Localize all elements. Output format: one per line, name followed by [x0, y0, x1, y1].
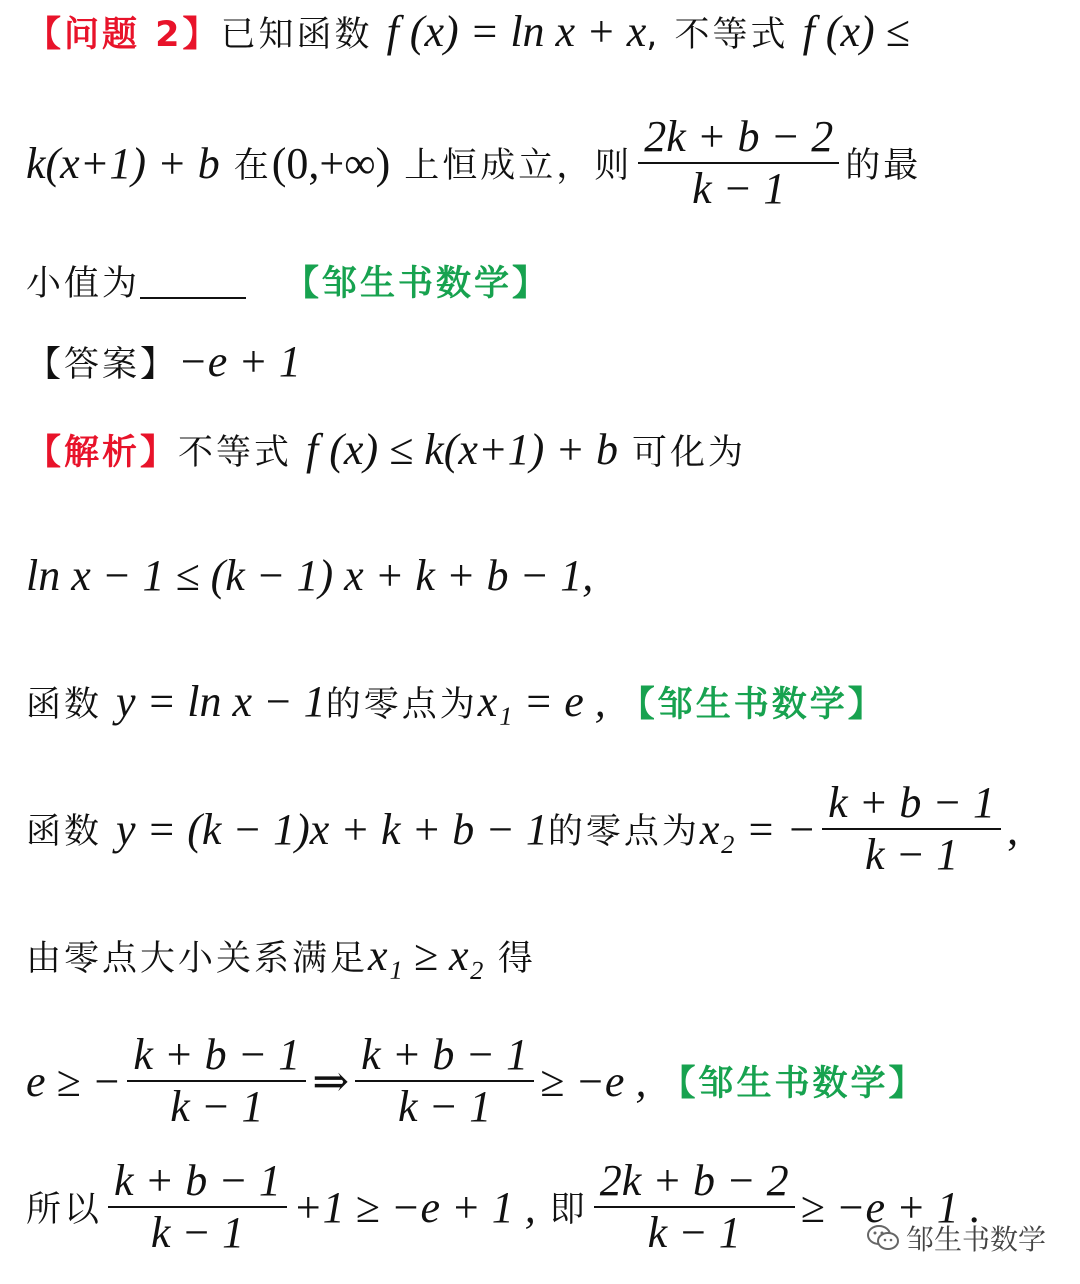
analysis-text: 即 — [549, 1190, 588, 1230]
analysis-text: 可化为 — [631, 432, 746, 473]
analysis-line-3 — [26, 676, 886, 727]
function-definition: f (x) = ln x + x — [386, 7, 647, 56]
zero-x1: x₁ = e , — [477, 677, 606, 726]
zero-x2-fraction — [822, 778, 1001, 880]
analysis-line-4 — [26, 778, 1018, 880]
problem-line-3 — [26, 256, 550, 306]
fraction-numerator: k + b − 1 — [361, 1030, 529, 1079]
conclusion-middle: +1 ≥ −e + 1 , — [292, 1182, 536, 1232]
fraction-denominator: k − 1 — [398, 1082, 492, 1131]
analysis-text: 由零点大小关系满足 — [26, 938, 369, 979]
analysis-text: 所以 — [26, 1190, 103, 1230]
analysis-text: 不等式 — [178, 432, 293, 473]
fraction-denominator: k − 1 — [692, 164, 786, 213]
fraction-denominator: k − 1 — [864, 830, 959, 879]
fraction-numerator: k + b − 1 — [828, 778, 996, 827]
analysis-line-5 — [26, 930, 536, 981]
problem-text: 上恒成立，则 — [404, 146, 633, 186]
fraction-denominator: k − 1 — [647, 1208, 741, 1257]
problem-line-2 — [26, 112, 921, 214]
target-fraction — [638, 112, 839, 214]
problem-text: 已知函数 — [220, 14, 373, 55]
fraction-numerator: 2k + b − 2 — [644, 112, 834, 161]
analysis-line-2 — [26, 550, 593, 601]
analysis-text: 函数 — [26, 684, 103, 725]
watermark — [866, 1218, 1046, 1258]
problem-tag: 【问题 2】 — [26, 14, 221, 55]
answer-blank — [140, 263, 246, 299]
brand-label: 【邹生书数学】 — [660, 1064, 927, 1104]
analysis-text: 函数 — [26, 812, 103, 852]
inequality-rhs: k(x+1) + b — [26, 138, 220, 188]
analysis-tag: 【解析】 — [26, 432, 179, 473]
conclusion-fraction-2 — [594, 1156, 795, 1258]
watermark-label: 邹生书数学 — [905, 1223, 1046, 1256]
conclusion-result: ≥ −e + 1 . — [800, 1182, 981, 1232]
analysis-text: 得 — [497, 938, 536, 979]
zero-comparison: x₁ ≥ x₂ — [368, 931, 484, 980]
interval: (0,+∞) — [271, 138, 391, 188]
problem-text: 小值为 — [26, 264, 141, 304]
conclusion-fraction-1 — [108, 1156, 287, 1258]
derivation-fraction-1 — [127, 1030, 306, 1132]
inequality: f (x) ≤ k(x+1) + b — [306, 425, 618, 474]
problem-text: , 不等式 — [646, 14, 789, 55]
transformed-inequality: ln x − 1 ≤ (k − 1) x + k + b − 1, — [26, 551, 594, 600]
fraction-numerator: k + b − 1 — [114, 1156, 281, 1205]
analysis-line-1 — [26, 424, 746, 475]
function-y1: y = ln x − 1 — [116, 677, 326, 726]
problem-text: 的最 — [845, 146, 922, 186]
brand-label: 【邹生书数学】 — [284, 264, 551, 304]
analysis-line-6 — [26, 1030, 926, 1132]
answer-line — [26, 336, 301, 387]
derivation-fraction-2 — [355, 1030, 534, 1132]
implies-arrow: ⇒ — [312, 1056, 350, 1106]
analysis-text: 的零点为 — [325, 684, 478, 725]
derivation-rhs: ≥ −e , — [540, 1056, 647, 1106]
analysis-line-7 — [26, 1156, 981, 1258]
answer-tag: 【答案】 — [26, 344, 179, 385]
fraction-denominator: k − 1 — [150, 1208, 245, 1257]
problem-text: 在 — [233, 146, 272, 186]
punctuation: , — [1007, 804, 1019, 854]
problem-line-1 — [26, 6, 910, 57]
derivation-lhs: e ≥ − — [26, 1056, 122, 1106]
zero-x2: x₂ = − — [699, 804, 817, 854]
fraction-numerator: k + b − 1 — [133, 1030, 301, 1079]
fraction-numerator: 2k + b − 2 — [599, 1156, 789, 1205]
answer-value: −e + 1 — [178, 337, 301, 386]
brand-label: 【邹生书数学】 — [619, 684, 886, 725]
analysis-text: 的零点为 — [547, 812, 700, 852]
function-y2: y = (k − 1)x + k + b − 1 — [116, 804, 548, 854]
wechat-icon — [866, 1224, 900, 1252]
fraction-denominator: k − 1 — [170, 1082, 264, 1131]
inequality-lhs: f (x) ≤ — [802, 7, 910, 56]
